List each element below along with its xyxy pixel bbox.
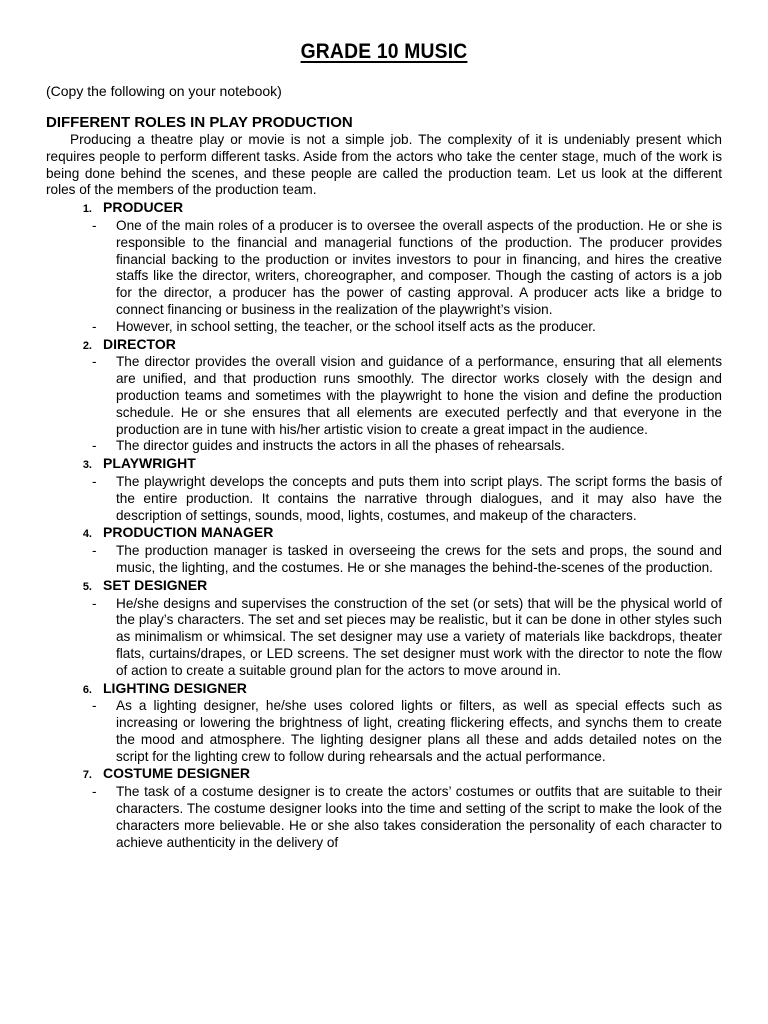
role-heading (46, 524, 722, 543)
role-bullets (46, 596, 722, 680)
section-heading: DIFFERENT ROLES IN PLAY PRODUCTION (46, 114, 353, 131)
role-title: SET DESIGNER (103, 576, 208, 593)
role-item (46, 577, 722, 680)
role-heading (46, 199, 722, 218)
role-heading (46, 765, 722, 784)
bullet-dash: - (92, 698, 97, 714)
role-number-text: 4. (82, 528, 92, 541)
role-title: PLAYWRIGHT (103, 455, 196, 472)
bullet-item (46, 354, 722, 438)
role-heading (46, 680, 722, 699)
role-bullets (46, 354, 722, 455)
role-heading (46, 577, 722, 596)
role-heading (46, 455, 722, 474)
role-number (46, 201, 92, 218)
role-item (46, 680, 722, 766)
bullet-dash: - (92, 784, 97, 800)
bullet-dash: - (92, 354, 97, 370)
role-number (46, 338, 92, 355)
bullet-dash: - (92, 543, 97, 559)
bullet-dash: - (92, 318, 97, 334)
role-bullets (46, 474, 722, 524)
role-number (46, 682, 92, 699)
role-bullets (46, 698, 722, 765)
bullet-item (46, 319, 722, 336)
role-number (46, 526, 92, 543)
intro-paragraph: Producing a theatre play or movie is not a simple job. The complexity of it is undeniably present which requires people to perform different tasks. Aside from the actors who take the center stage, much of the work is being done behind the scenes, and these people are called the production team. Let us look at the different roles of the members of the production team. (46, 132, 722, 198)
bullet-text: The task of a costume designer is to create the actors’ costumes or outfits that are suitable to their characters. The costume designer looks into the time and setting of the script to make the look of the characters more believable. He or she also takes consideration the personality of each character to achieve authenticity in the delivery of (116, 784, 722, 850)
role-number-text: 2. (82, 339, 92, 352)
role-item (46, 199, 722, 335)
role-number-text: 7. (82, 769, 92, 782)
bullet-item (46, 698, 722, 765)
role-item (46, 765, 722, 851)
bullet-item (46, 474, 722, 524)
role-title: DIRECTOR (103, 335, 176, 352)
bullet-text: The director provides the overall vision and guidance of a performance, ensuring that all elements are unified, and that production runs smoothly. The director works closely with the design and production teams and sometimes with the playwright to hone the vision and define the production schedule. He or she ensures that all elements are executed perfectly and that everyone in the production are in tune with his/her artistic vision to create a great impact in the audience. (116, 354, 722, 437)
role-number (46, 767, 92, 784)
bullet-item (46, 543, 722, 577)
role-number (46, 457, 92, 474)
page-title: GRADE 10 MUSIC (300, 40, 468, 63)
bullet-text: However, in school setting, the teacher, or the school itself acts as the producer. (116, 318, 596, 334)
bullet-dash: - (92, 473, 97, 489)
bullet-text: The director guides and instructs the actors in all the phases of rehearsals. (116, 438, 565, 454)
bullet-dash: - (92, 595, 97, 611)
bullet-text: The playwright develops the concepts and puts them into script plays. The script forms the basis of the entire production. It contains the narrative through dialogues, and it may also have the description of settings, sounds, mood, lights, costumes, and makeup of the characters. (116, 473, 722, 523)
bullet-item (46, 784, 722, 851)
instruction-text: (Copy the following on your notebook) (46, 83, 282, 99)
role-title: PRODUCER (103, 199, 184, 216)
role-item (46, 524, 722, 576)
bullet-item (46, 218, 722, 319)
role-number (46, 579, 92, 596)
role-number-text: 1. (82, 203, 92, 216)
bullet-text: He/she designs and supervises the construction of the set (or sets) that will be the physical world of the play’s characters. The set and set pieces may be realistic, but it can be done in other styles such as minimalism or whimsical. The set designer may use a variety of materials like backdrops, theater flats, curtains/drapes, or LED screens. The set designer must work with the director to note the flow of action to create a suitable ground plan for the actors to move around in. (116, 595, 722, 678)
role-bullets (46, 784, 722, 851)
role-title: PRODUCTION MANAGER (103, 524, 274, 541)
role-title: LIGHTING DESIGNER (103, 679, 247, 696)
role-heading (46, 336, 722, 355)
bullet-dash: - (92, 217, 97, 233)
role-number-text: 3. (82, 459, 92, 472)
role-number-text: 5. (82, 580, 92, 593)
bullet-item (46, 596, 722, 680)
role-number-text: 6. (82, 683, 92, 696)
role-item (46, 455, 722, 524)
bullet-text: The production manager is tasked in overseeing the crews for the sets and props, the sound and music, the lighting, and the costumes. He or she manages the behind-the-scenes of the production. (116, 543, 722, 575)
role-item (46, 336, 722, 456)
role-bullets (46, 543, 722, 577)
bullet-text: As a lighting designer, he/she uses colored lights or filters, as well as special effects such as increasing or lowering the brightness of light, creating flickering effects, and synchs them to create the mood and atmosphere. The lighting designer plans all these and adds detailed notes on the script for the lighting crew to follow during rehearsals and the actual performance. (116, 698, 722, 764)
bullet-dash: - (92, 438, 97, 454)
roles-list (46, 199, 722, 851)
role-bullets (46, 218, 722, 336)
bullet-text: One of the main roles of a producer is to oversee the overall aspects of the production. He or she is responsible to the financial and managerial functions of the production. The producer provides financial backing to the production or invites investors to pour in financing, and hires the creative staffs like the director, writers, choreographer, and composer. Though the casting of actors is a job for the director, a producer has the power of casting approval. A producer acts like a bridge to connect financing or business in the realization of the playwright’s vision. (116, 217, 722, 317)
bullet-item (46, 438, 722, 455)
role-title: COSTUME DESIGNER (103, 765, 251, 782)
